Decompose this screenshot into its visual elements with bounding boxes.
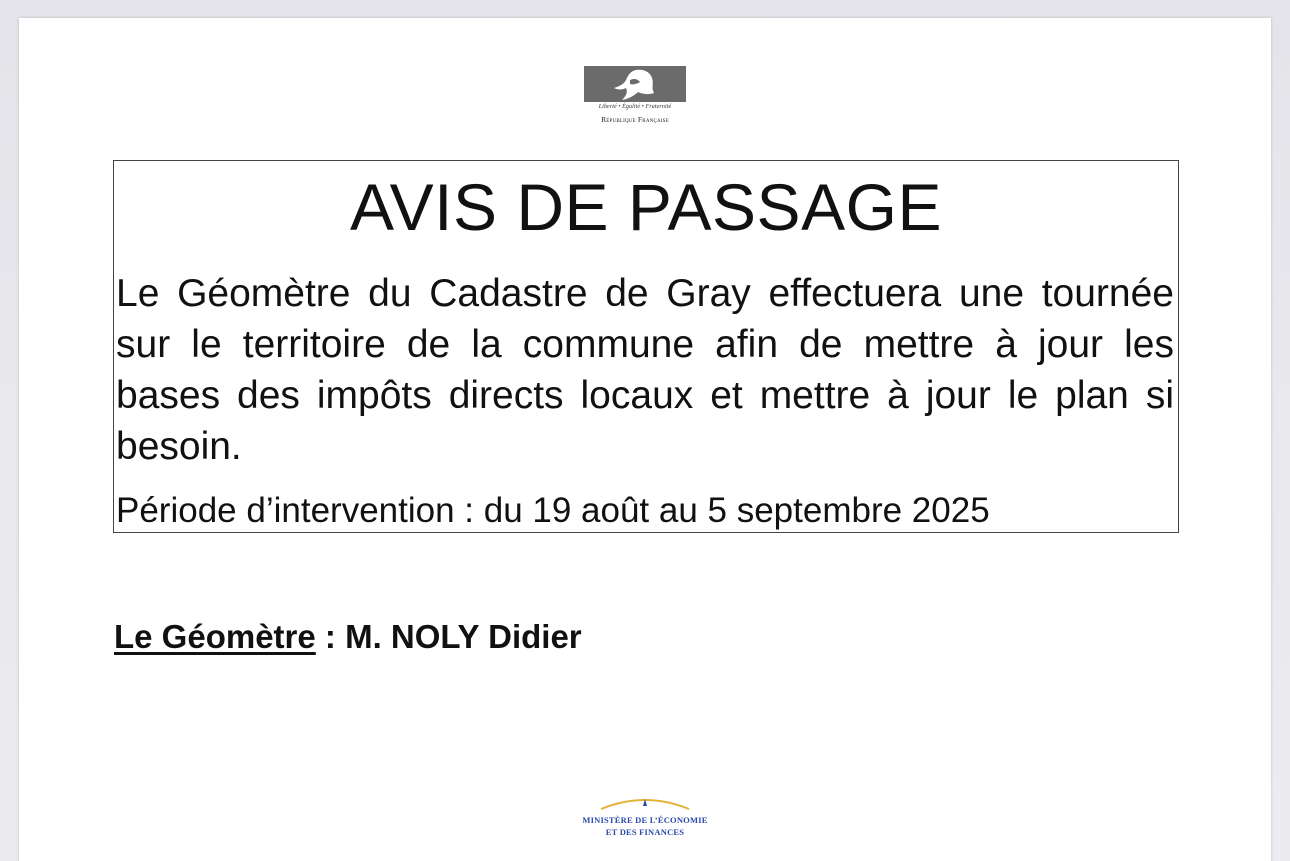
document-page: [19, 18, 1271, 861]
signature-separator: :: [315, 618, 346, 655]
ministry-name-line2: ET DES FINANCES: [605, 827, 685, 837]
ministry-name-line1: MINISTÈRE DE L’ÉCONOMIE: [582, 815, 708, 825]
republique-francaise-logo: [584, 66, 688, 130]
signature-role: Le Géomètre: [114, 618, 316, 655]
marianne-logo-icon: [584, 66, 686, 102]
ministry-arc-icon: [599, 793, 691, 813]
motto: Liberté • Égalité • Fraternité: [598, 104, 672, 110]
notice-period: Période d’intervention : du 19 août au 5 septembre 2025: [116, 491, 990, 530]
signature: [114, 616, 582, 658]
signature-name: M. NOLY Didier: [345, 618, 582, 655]
notice-box: [113, 160, 1179, 533]
notice-body: Le Géomètre du Cadastre de Gray effectuera une tournée sur le territoire de la commune afin de mettre à jour les bases des impôts directs locaux et mettre à jour le plan si besoin.: [116, 272, 1174, 468]
republic-name: République Française: [601, 115, 669, 124]
notice-title: AVIS DE PASSAGE: [350, 170, 942, 244]
ministry-logo: [575, 793, 715, 843]
